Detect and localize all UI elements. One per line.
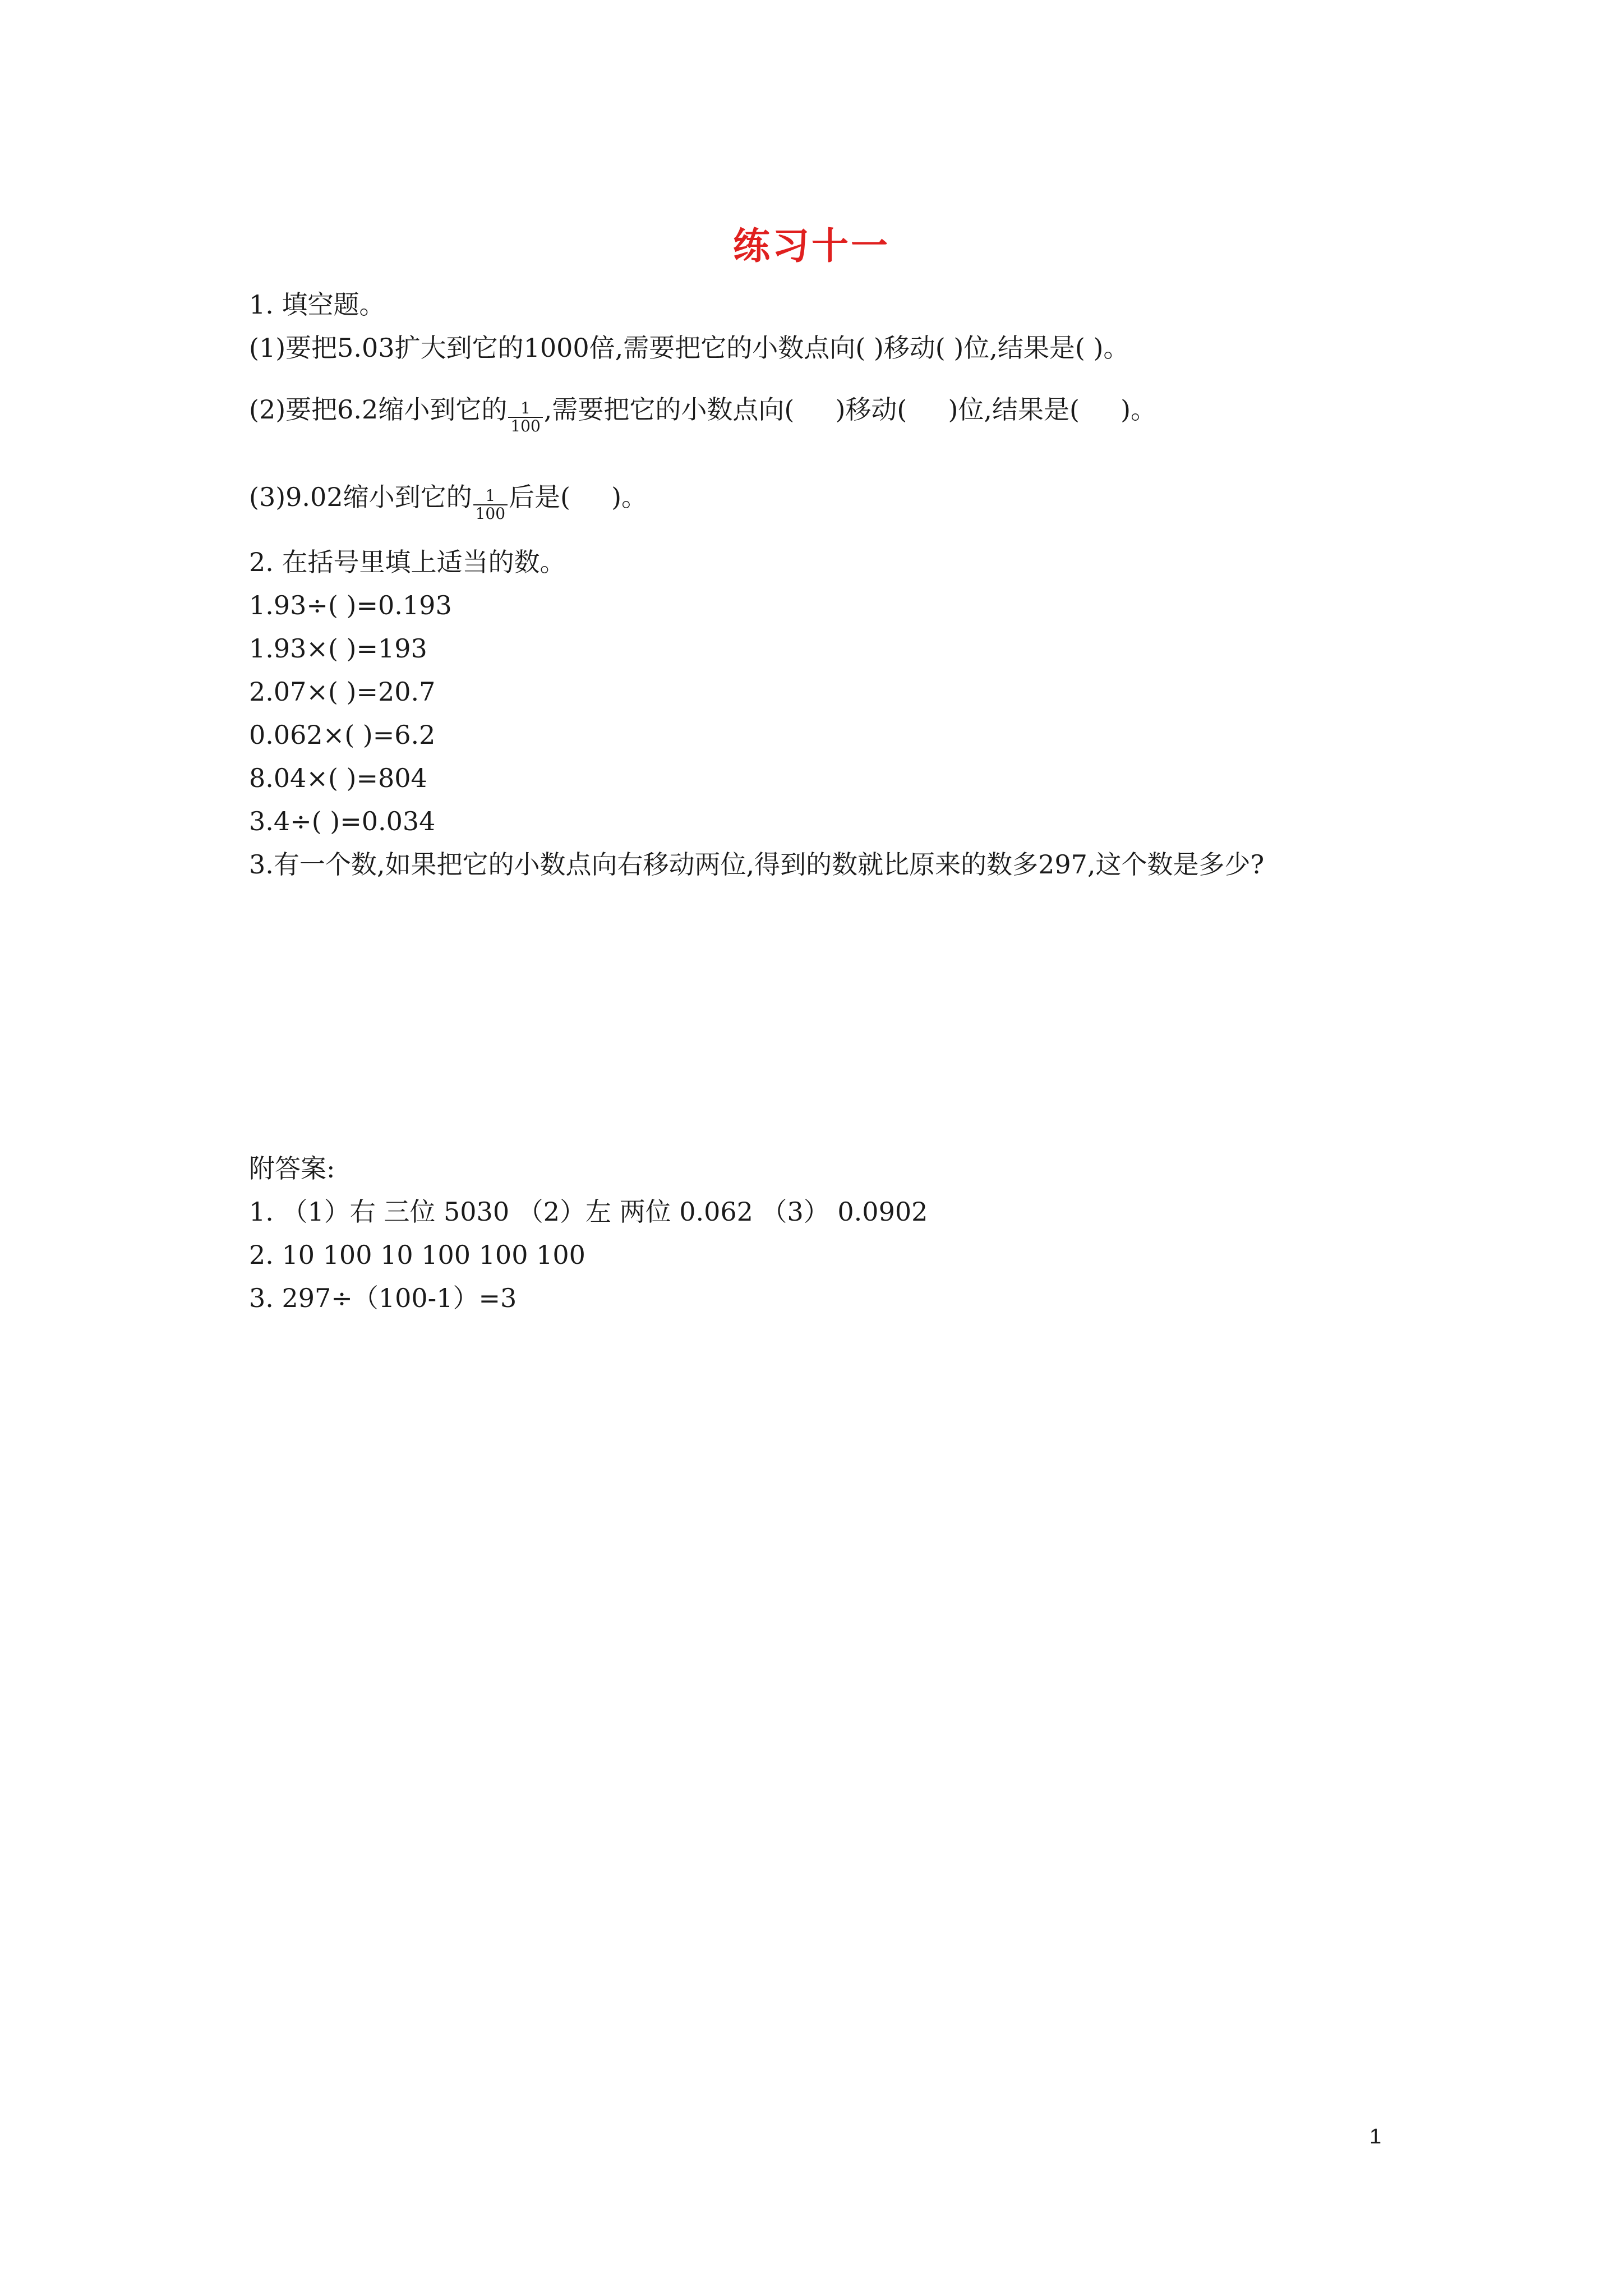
question-1-item-1: (1)要把5.03扩大到它的1000倍,需要把它的小数点向( )移动( )位,结果是( )。 (249, 333, 1129, 363)
fraction-one-hundredth (508, 400, 542, 435)
question-1-item-3-text-after: 后是( )。 (509, 482, 648, 512)
answers-heading: 附答案: (249, 1153, 335, 1184)
question-1-item-3 (249, 480, 648, 523)
question-2-heading: 2. 在括号里填上适当的数。 (249, 547, 566, 577)
question-1-heading: 1. 填空题。 (249, 289, 385, 320)
question-3-text: 3.有一个数,如果把它的小数点向右移动两位,得到的数就比原来的数多297,这个数是多少? (249, 849, 1265, 880)
question-2-item: 0.062×( )=6.2 (249, 720, 436, 750)
fraction-numerator: 1 (520, 399, 531, 417)
fraction-numerator: 1 (485, 486, 496, 505)
question-2-item: 1.93×( )=193 (249, 633, 427, 664)
question-1-item-2-text-before: (2)要把6.2缩小到它的 (249, 394, 508, 425)
page-title: 练习十一 (733, 224, 890, 268)
fraction-one-hundredth (473, 487, 508, 522)
question-2-item: 1.93÷( )=0.193 (249, 590, 452, 620)
fraction-denominator: 100 (473, 504, 508, 522)
question-1-item-2 (249, 393, 1157, 435)
question-2-item: 8.04×( )=804 (249, 763, 427, 793)
answer-line: 1. （1）右 三位 5030 （2）左 两位 0.062 （3） 0.0902 (249, 1197, 928, 1227)
page-number: 1 (1370, 2125, 1382, 2148)
fraction-denominator: 100 (508, 417, 542, 435)
question-2-item: 2.07×( )=20.7 (249, 677, 436, 707)
answer-line: 2. 10 100 10 100 100 100 (249, 1240, 585, 1270)
question-1-item-2-text-after: ,需要把它的小数点向( )移动( )位,结果是( )。 (543, 394, 1157, 425)
question-1-item-3-text-before: (3)9.02缩小到它的 (249, 482, 472, 512)
answer-line: 3. 297÷（100-1）=3 (249, 1283, 517, 1313)
question-2-item: 3.4÷( )=0.034 (249, 806, 436, 836)
